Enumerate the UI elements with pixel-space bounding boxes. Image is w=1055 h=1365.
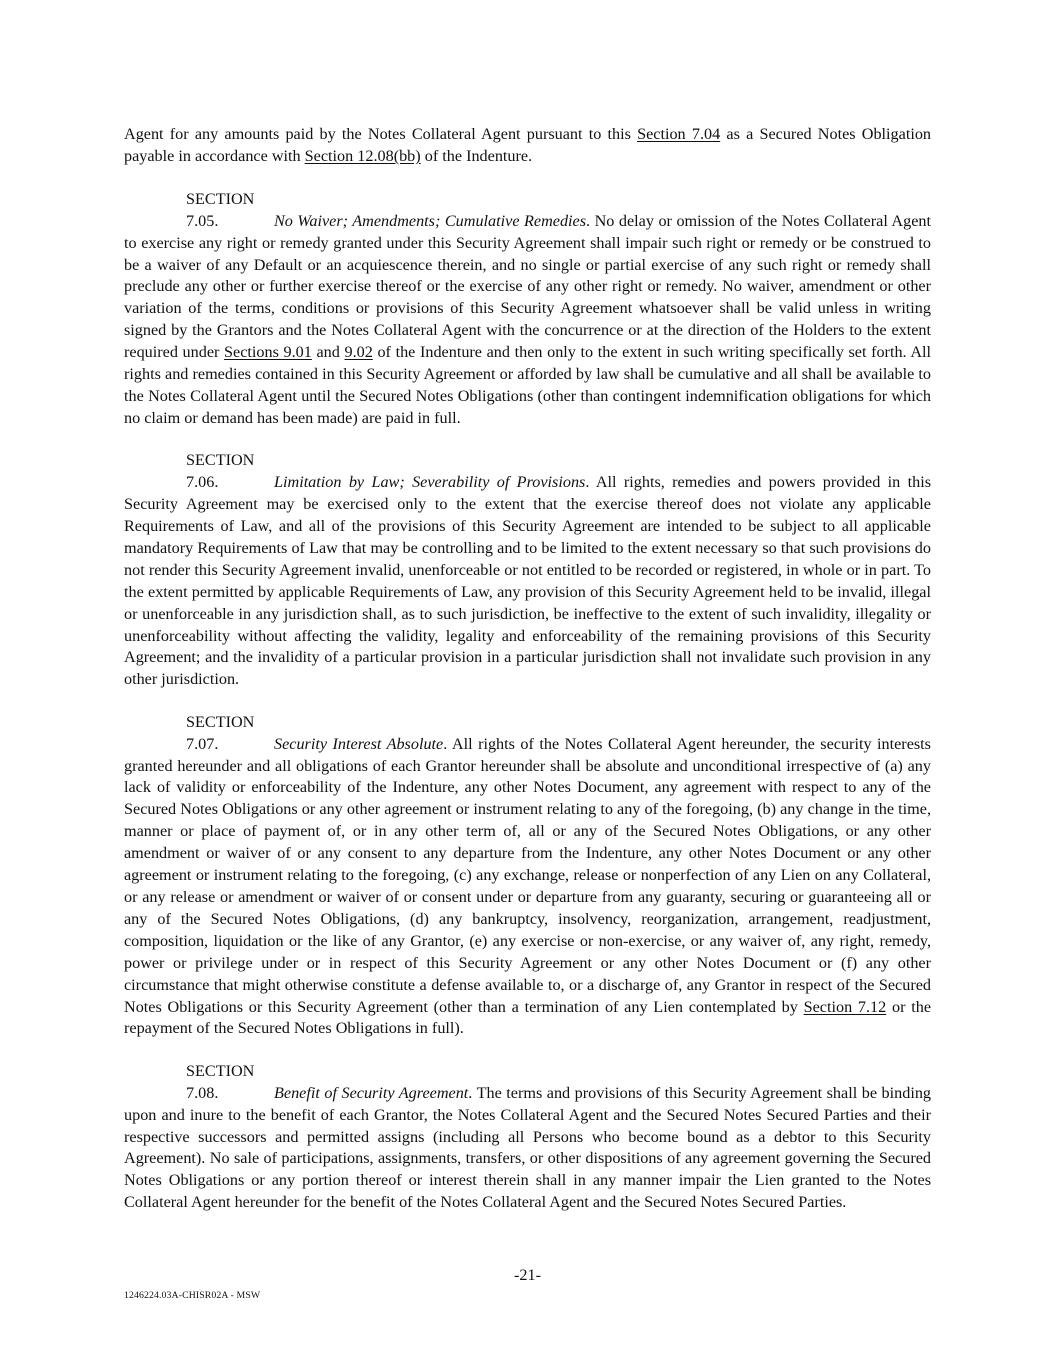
section-number: SECTION 7.07. xyxy=(186,712,255,753)
text: . All rights of the Notes Collateral Agent hereunder, the security interests granted hereunder and all obligations of each Grantor hereunder shall be absolute and unconditional irrespective of (a) any lack of validity or enforceability of the Indenture, any other Notes Document, any agreement with respect to any of the Secured Notes Obligations or any other agreement or instrument relating to any of the foregoing, (b) any change in the time, manner or place of payment of, or in any other term of, all or any of the Secured Notes Obligations, or any other amendment or waiver of or any consent to any departure from the Indenture, any other Notes Document or any other agreement or instrument relating to the foregoing, (c) any exchange, release or nonperfection of any Lien on any Collateral, or any release or amendment or waiver of or consent under or departure from any guaranty, securing or guaranteeing all or any of the Secured Notes Obligations, (d) any bankruptcy, insolvency, reorganization, arrangement, readjustment, composition, liquidation or the like of any Grantor, (e) any exercise or non-exercise, or any waiver of, any right, remedy, power or privilege under or in respect of this Security Agreement or any other Notes Document or (f) any other circumstance that might otherwise constitute a defense available to, or a discharge of, any Grantor in respect of the Secured Notes Obligations or this Security Agreement (other than a termination of any Lien contemplated by xyxy=(124,734,931,1016)
section-reference: Section 7.04 xyxy=(637,125,721,143)
text: of the Indenture and then only to the extent in such writing specifically set forth. All rights and remedies contained in this Security Agreement or afforded by law shall be cumulative and all shall be available to the Notes Collateral Agent until the Secured Notes Obligations (other than contingent indemnification obligations for which no claim or demand has been made) are paid in full. xyxy=(124,343,932,427)
text: or the repayment of the Secured Notes Obligations in full). xyxy=(124,997,932,1038)
text: and xyxy=(311,343,345,362)
section-number: SECTION 7.05. xyxy=(186,189,255,230)
text: as a Secured Notes Obligation payable in accordance with xyxy=(124,125,932,165)
text: . No delay or omission of the Notes Collateral Agent to exercise any right or remedy granted under this Security Agreement shall impair such right or remedy or be construed to be a waiver of any Default or an acquiescence therein, and no single or partial exercise of any such right or remedy shall preclude any other or further exercise thereof or the exercise of any other right or remedy. No waiver, amendment or other variation of the terms, conditions or provisions of this Security Agreement whatsoever shall be valid unless in writing signed by the Grantors and the Notes Collateral Agent with the concurrence or at the direction of the Holders to the extent required under xyxy=(124,211,931,362)
paragraph-continuation xyxy=(124,124,931,168)
section-7-06 xyxy=(124,450,931,691)
text: Agent for any amounts paid by the Notes Collateral Agent pursuant to this xyxy=(124,125,638,143)
section-7-07 xyxy=(124,712,931,1041)
document-page xyxy=(124,124,931,1235)
section-reference: 9.02 xyxy=(344,343,373,362)
section-title: Security Interest Absolute xyxy=(274,734,444,753)
page-number: -21- xyxy=(514,1266,541,1284)
section-number: SECTION 7.08. xyxy=(186,1061,255,1102)
section-7-08 xyxy=(124,1061,931,1214)
section-reference: Sections 9.01 xyxy=(224,343,312,362)
text: of the Indenture. xyxy=(420,146,533,165)
section-7-05 xyxy=(124,189,931,430)
section-number: SECTION 7.06. xyxy=(186,451,255,492)
document-id: 1246224.03A-CHISR02A - MSW xyxy=(124,1290,261,1301)
section-reference: Section 12.08(bb) xyxy=(304,146,421,165)
section-title: Benefit of Security Agreement xyxy=(274,1083,469,1102)
section-reference: Section 7.12 xyxy=(803,997,887,1016)
text: . All rights, remedies and powers provided in this Security Agreement may be exercised only to the extent that the exercise thereof does not violate any applicable Requirements of Law, and all of the provisions of this Security Agreement are intended to be subject to all applicable mandatory Requirements of Law that may be controlling and to be limited to the extent necessary so that such provisions do not render this Security Agreement invalid, unenforceable or not entitled to be recorded or registered, in whole or in part. To the extent permitted by applicable Requirements of Law, any provision of this Security Agreement held to be invalid, illegal or unenforceable in any jurisdiction shall, as to such jurisdiction, be ineffective to the extent of such invalidity, illegality or unenforceability without affecting the validity, legality and enforceability of the remaining provisions of this Security Agreement; and the invalidity of a particular provision in a particular jurisdiction shall not invalidate such provision in any other jurisdiction. xyxy=(124,473,931,689)
section-title: Limitation by Law; Severability of Provisions xyxy=(274,473,586,492)
text: . The terms and provisions of this Security Agreement shall be binding upon and inure to the benefit of each Grantor, the Notes Collateral Agent and the Secured Notes Secured Parties and their respective successors and permitted assigns (including all Persons who become bound as a debtor to this Security Agreement). No sale of participations, assignments, transfers, or other dispositions of any agreement governing the Secured Notes Obligations or any portion thereof or interest therein shall in any manner impair the Lien granted to the Notes Collateral Agent hereunder for the benefit of the Notes Collateral Agent and the Secured Notes Secured Parties. xyxy=(124,1083,931,1212)
section-title: No Waiver; Amendments; Cumulative Remedies xyxy=(274,211,587,230)
